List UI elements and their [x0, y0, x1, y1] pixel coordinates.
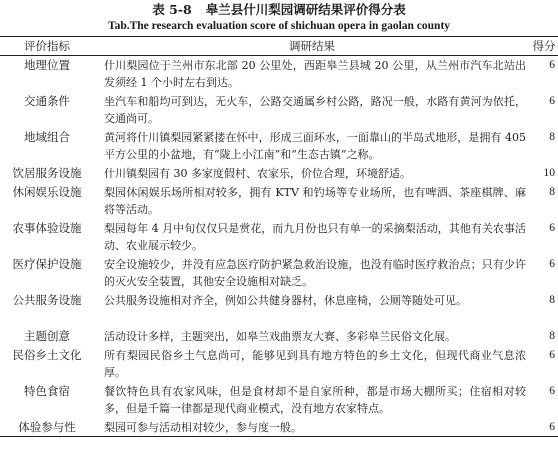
indicator-cell: 休闲娱乐设施 — [12, 184, 82, 199]
header-indicator: 评价指标 — [24, 39, 70, 53]
indicator-cell: 特色食宿 — [24, 383, 70, 398]
table-caption-en: Tab.The research evaluation score of shichuan opera in gaolan county — [107, 20, 451, 32]
table-body — [0, 56, 558, 437]
score-cell: 6 — [549, 348, 555, 361]
indicator-cell: 饮居服务设施 — [12, 165, 82, 180]
result-cell: 梨园每年 4 月中旬仅仅只是赏花，而九月份也只有单一的采摘梨活动，其他有关农事活动、农业展示较少。 — [104, 221, 526, 252]
table-title-zh: 皋兰县什川梨园调研结果评价得分表 — [205, 2, 406, 17]
score-cell: 10 — [543, 166, 555, 179]
table-row — [0, 382, 558, 418]
result-cell: 所有梨园民俗乡土气息尚可，能够见到具有地方特色的乡土文化，但现代商业气息浓厚。 — [104, 348, 526, 379]
indicator-cell: 医疗保护设施 — [12, 256, 82, 271]
table-row — [0, 219, 558, 255]
score-cell: 8 — [549, 293, 555, 306]
indicator-cell: 民俗乡土文化 — [12, 347, 82, 362]
table-header — [0, 37, 558, 56]
indicator-cell: 地域组合 — [24, 129, 70, 144]
score-cell: 8 — [549, 329, 555, 342]
indicator-cell: 交通条件 — [24, 93, 70, 108]
table-number: 表 5-8 — [152, 2, 192, 17]
indicator-cell: 主题创意 — [24, 328, 70, 343]
score-cell: 8 — [549, 130, 555, 143]
score-cell: 6 — [549, 257, 555, 270]
table-caption-zh — [0, 1, 558, 19]
table-row — [0, 164, 558, 183]
indicator-cell: 体验参与性 — [18, 419, 76, 434]
table-row — [0, 327, 558, 346]
table-row — [0, 291, 558, 327]
result-cell: 公共服务设施相对齐全，例如公共健身器材，休息座椅，公厕等随处可见。 — [104, 293, 467, 307]
indicator-cell: 公共服务设施 — [12, 292, 82, 307]
table-row — [0, 418, 558, 437]
header-score: 得分 — [532, 39, 556, 53]
score-cell: 6 — [549, 221, 555, 234]
table-row — [0, 183, 558, 219]
result-cell: 餐饮特色具有农家风味，但是食材却不是自家所种，都是市场大棚所买；住宿相对较多，但是千篇一律都是现代商业模式，没有地方农家特点。 — [104, 384, 526, 415]
result-cell: 什川镇梨园有 30 多家度假村、农家乐，价位合理，环境舒适。 — [104, 166, 411, 180]
score-cell: 8 — [549, 185, 555, 198]
score-cell: 6 — [549, 94, 555, 107]
table-row — [0, 346, 558, 382]
result-cell: 活动设计多样，主题突出，如皋兰戏曲票友大赛、多彩皋兰民俗文化展。 — [104, 329, 456, 343]
score-cell: 6 — [549, 420, 555, 433]
indicator-cell: 农事体验设施 — [12, 220, 82, 235]
evaluation-table — [0, 36, 558, 437]
table-row — [0, 255, 558, 291]
result-cell: 黄河将什川镇梨园紧紧搂在怀中，形成三面环水，一面靠山的半岛式地形，是拥有 405 平方公里的小盆地，有“陇上小江南”和“生态古镇”之称。 — [104, 130, 526, 161]
result-cell: 什川梨园位于兰州市东北部 20 公里处，西距皋兰县城 20 公里，从兰州市汽车北站出发须经 1 个小时左右到达。 — [104, 59, 526, 89]
result-cell: 梨园休闲娱乐场所相对较多，拥有 KTV 和钓场等专业场所，也有啤酒、茶座棋牌、麻将等活动。 — [104, 185, 526, 216]
score-cell: 6 — [549, 59, 555, 71]
result-cell: 安全设施较少，并没有应急医疗防护紧急救治设施，也没有临时医疗救治点；只有少许的灭火安全装置，其他安全设施相对缺乏。 — [104, 257, 526, 288]
header-result: 调研结果 — [289, 39, 335, 53]
result-cell: 梨园可参与活动相对较少，参与度一般。 — [104, 420, 302, 434]
table-row — [0, 128, 558, 164]
table-row — [0, 56, 558, 92]
score-cell: 6 — [549, 384, 555, 397]
table-row — [0, 92, 558, 128]
result-cell: 坐汽车和船均可到达，无火车，公路交通属乡村公路，路况一般，水路有黄河为依托，交通尚可。 — [104, 94, 526, 125]
indicator-cell: 地理位置 — [24, 58, 70, 72]
